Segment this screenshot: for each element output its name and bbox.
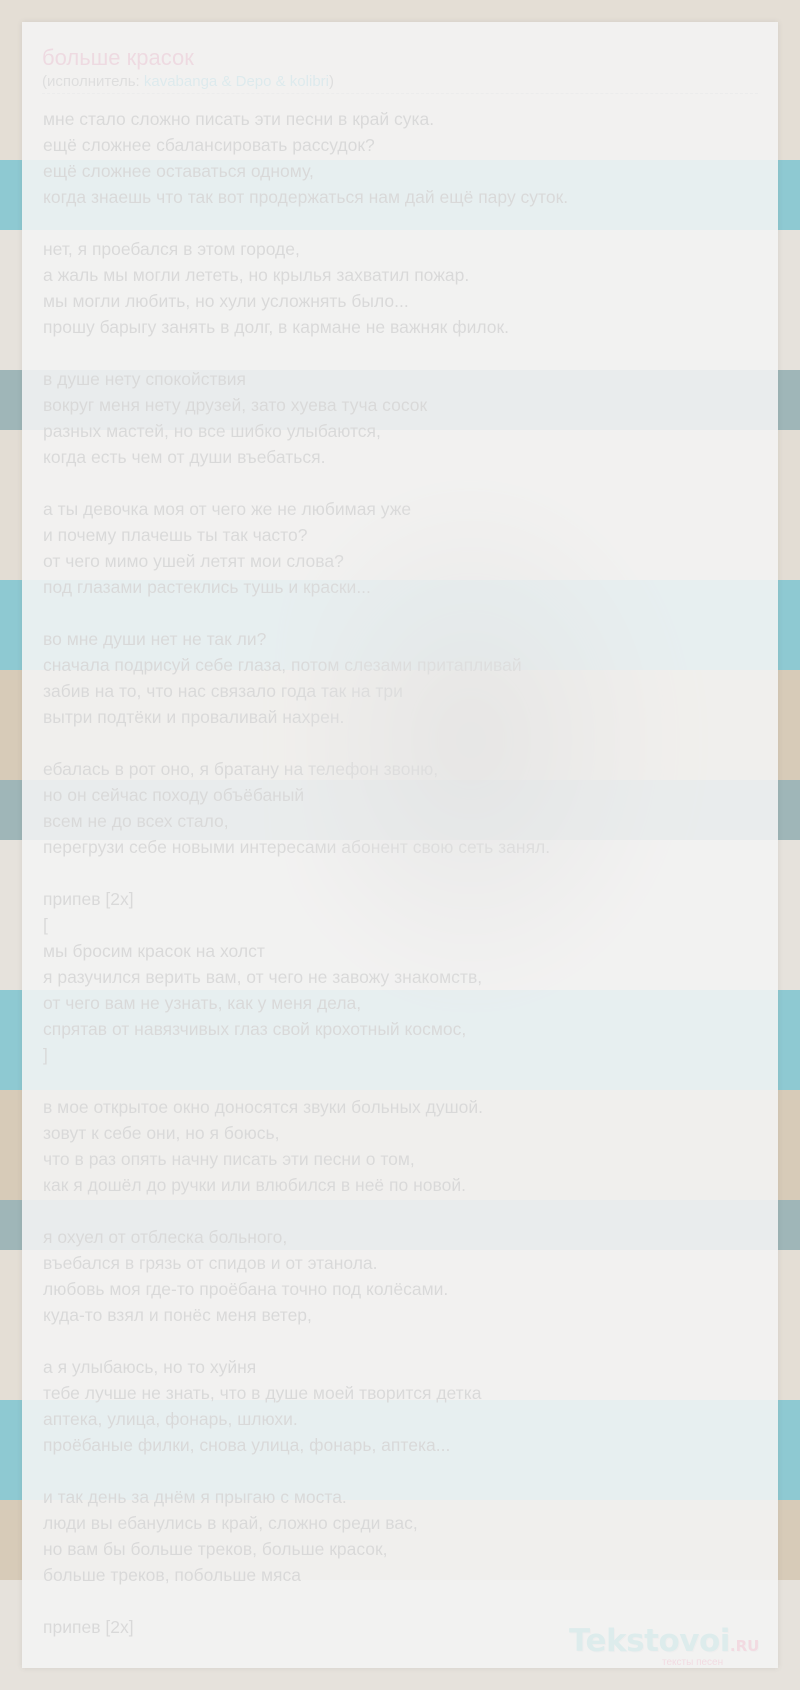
lyrics-card xyxy=(22,22,778,1668)
